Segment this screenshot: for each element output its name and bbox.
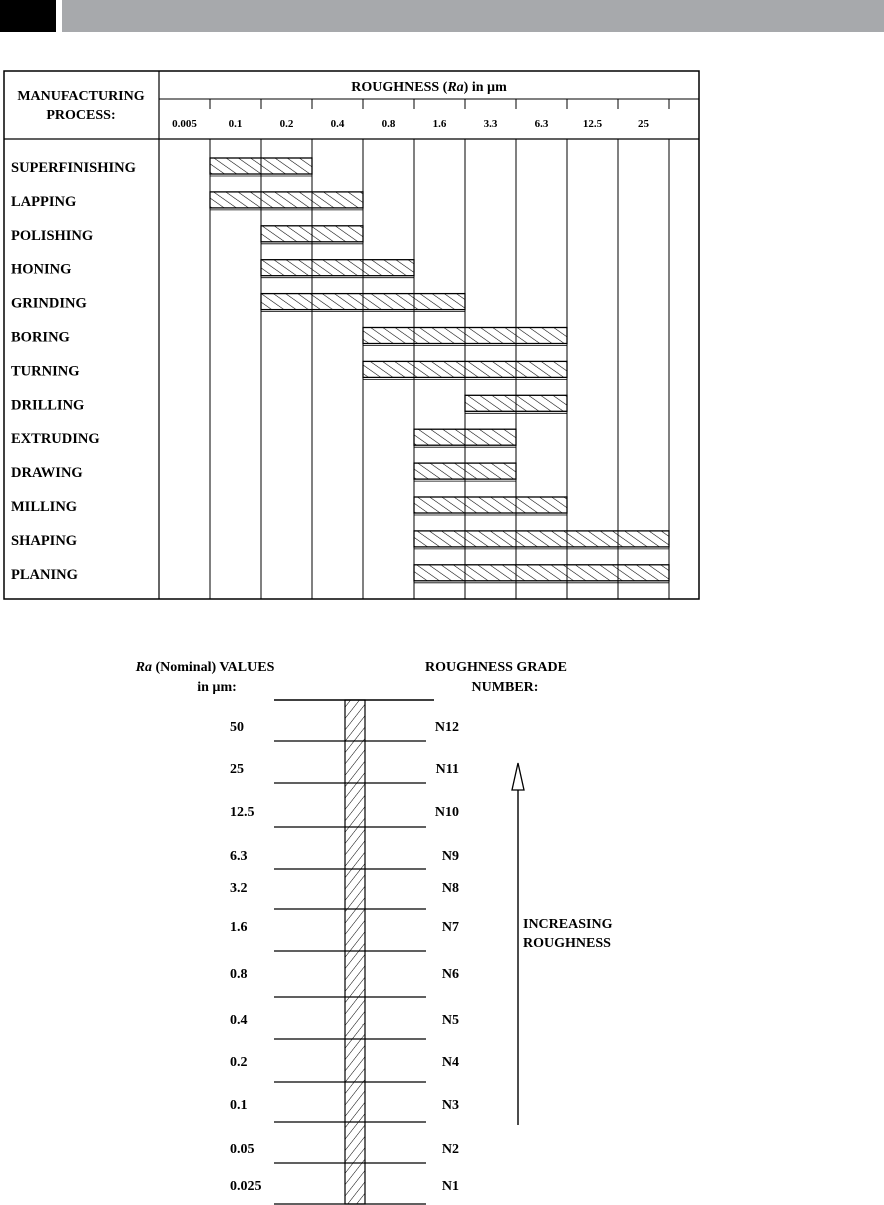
ra-value: 25 [230, 762, 244, 777]
grade-number: N5 [441, 1013, 459, 1028]
tick-label: 0.1 [228, 118, 243, 130]
tick-label: 6.3 [534, 118, 549, 130]
grade-number: N3 [441, 1098, 459, 1113]
process-label: POLISHING [11, 227, 94, 244]
process-label: BORING [11, 329, 70, 346]
ra-value: 0.05 [230, 1142, 255, 1157]
process-bar [414, 463, 516, 479]
row-header-line1: MANUFACTURING [17, 89, 145, 104]
process-label: DRILLING [11, 397, 85, 414]
tick-label: 0.8 [381, 118, 396, 130]
ra-header-line2: in µm: [197, 680, 237, 695]
process-label: TURNING [11, 363, 80, 380]
grade-number: N4 [441, 1055, 459, 1070]
process-bar [363, 328, 567, 344]
process-bar [465, 395, 567, 411]
tick-label: 12.5 [582, 118, 603, 130]
process-bar [363, 361, 567, 377]
process-label: MILLING [11, 499, 78, 515]
tick-labels [172, 118, 649, 130]
process-label: LAPPING [11, 193, 77, 210]
ra-value: 12.5 [230, 805, 255, 820]
row-header-line2: PROCESS: [46, 108, 116, 123]
grade-number: N9 [441, 849, 459, 864]
process-bar [261, 294, 465, 310]
process-bar [210, 192, 363, 208]
grade-number: N6 [441, 967, 459, 982]
ra-value: 1.6 [230, 920, 248, 935]
process-bars [210, 158, 669, 583]
tick-label: 1.6 [432, 118, 447, 130]
process-bar [210, 158, 312, 174]
ra-value: 3.2 [230, 881, 248, 896]
grade-number: N1 [441, 1179, 459, 1194]
ra-value: 0.2 [230, 1055, 248, 1070]
process-bar [261, 260, 414, 276]
process-bar [414, 565, 669, 581]
grade-number: N7 [441, 920, 459, 935]
ra-header-line1: Ra (Nominal) VALUES [135, 660, 275, 675]
process-label: EXTRUDING [11, 431, 100, 448]
process-label: SUPERFINISHING [11, 160, 136, 176]
chart-frame [4, 71, 699, 599]
ra-value: 0.4 [230, 1013, 248, 1028]
tick-label: 0.4 [330, 118, 345, 130]
process-label: GRINDING [11, 295, 87, 312]
roughness-title: ROUGHNESS (Ra) in µm [351, 80, 507, 95]
grade-header-line2: NUMBER: [471, 680, 539, 695]
process-bar [414, 429, 516, 445]
process-bar [261, 226, 363, 242]
roughness-grade-scale [135, 660, 613, 1204]
grade-header-line1: ROUGHNESS GRADE [425, 660, 567, 675]
grade-number: N10 [434, 805, 459, 820]
scale-column [345, 700, 365, 1204]
grade-number: N2 [441, 1142, 459, 1157]
grade-number: N12 [434, 720, 459, 735]
ra-value: 50 [230, 720, 244, 735]
tick-label: 0.2 [279, 118, 294, 130]
ra-value: 0.1 [230, 1098, 248, 1113]
process-bar [414, 531, 669, 547]
ra-value: 0.025 [230, 1179, 262, 1194]
grade-number: N8 [441, 881, 459, 896]
process-label: SHAPING [11, 532, 78, 549]
ra-value: 6.3 [230, 849, 248, 864]
grade-number: N11 [435, 762, 459, 777]
process-label: PLANING [11, 566, 78, 583]
tick-label: 25 [638, 118, 649, 130]
process-labels [11, 160, 136, 583]
process-bar [414, 497, 567, 513]
tick-label: 0.005 [172, 118, 197, 130]
increasing-roughness-arrowhead [512, 763, 524, 790]
tick-label: 3.3 [483, 118, 498, 130]
arrow-label-line2: ROUGHNESS [523, 936, 611, 951]
arrow-label-line1: INCREASING [523, 917, 613, 932]
process-roughness-chart [4, 71, 699, 599]
process-label: HONING [11, 261, 72, 278]
process-label: DRAWING [11, 465, 83, 482]
ra-value: 0.8 [230, 967, 248, 982]
